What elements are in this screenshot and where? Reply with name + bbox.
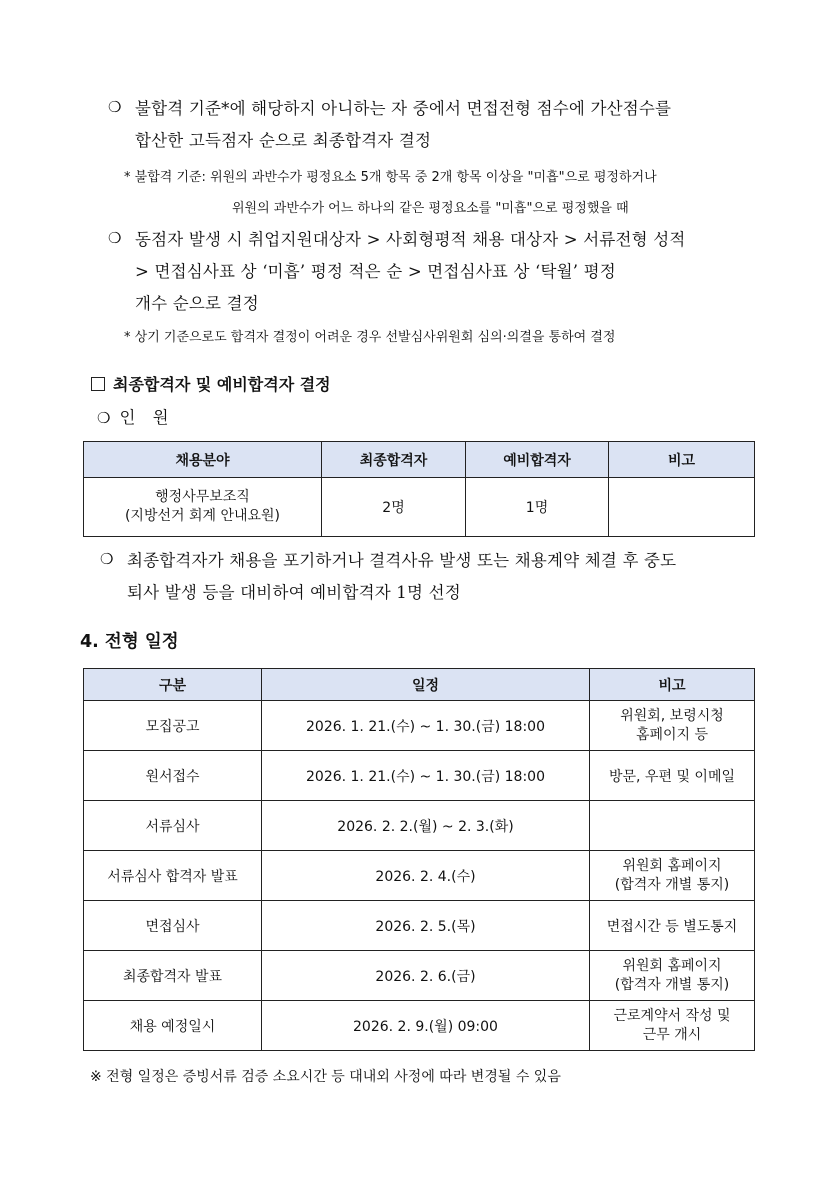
schedule-footnote: ※ 전형 일정은 증빙서류 검증 소요시간 등 대내외 사정에 따라 변경될 수 있음 bbox=[90, 1069, 561, 1085]
circle-bullet-icon: ❍ bbox=[100, 550, 114, 568]
table-row bbox=[84, 951, 755, 1001]
tiebreak-line-2: > 면접심사표 상 ‘미흡’ 평정 적은 순 > 면접심사표 상 ‘탁월’ 평정 bbox=[135, 262, 616, 281]
circle-bullet-icon: ❍ bbox=[97, 409, 111, 427]
schedule-title: 4. 전형 일정 bbox=[80, 632, 179, 652]
headcount-subtitle bbox=[97, 404, 175, 428]
field-cell bbox=[84, 478, 322, 537]
fail-criteria-note-line-2: 위원의 과반수가 어느 하나의 같은 평정요소를 "미흡"으로 평정했을 때 bbox=[232, 201, 629, 216]
date-cell: 2026. 2. 6.(금) bbox=[262, 951, 590, 1001]
stage-cell: 서류심사 bbox=[84, 801, 262, 851]
final-count-cell: 2명 bbox=[322, 478, 466, 537]
note-line-2: (합격자 개별 통지) bbox=[614, 876, 730, 893]
reserve-line-2: 퇴사 발생 등을 대비하여 예비합격자 1명 선정 bbox=[127, 583, 461, 602]
field-line-1: 행정사무보조직 bbox=[155, 489, 250, 505]
stage-cell: 모집공고 bbox=[84, 701, 262, 751]
date-cell: 2026. 2. 2.(월) ~ 2. 3.(화) bbox=[262, 801, 590, 851]
stage-cell: 채용 예정일시 bbox=[84, 1001, 262, 1051]
headcount-table bbox=[83, 441, 755, 537]
criteria-line-1: 불합격 기준*에 해당하지 아니하는 자 중에서 면접전형 점수에 가산점수를 bbox=[135, 99, 672, 118]
headcount-subtitle-text: 인 원 bbox=[119, 408, 175, 427]
note-cell: 방문, 우편 및 이메일 bbox=[590, 751, 755, 801]
stage-cell: 최종합격자 발표 bbox=[84, 951, 262, 1001]
note-line-1: 위원회 홈페이지 bbox=[622, 857, 722, 874]
table-row bbox=[84, 801, 755, 851]
stage-cell: 원서접수 bbox=[84, 751, 262, 801]
reserve-line-1: 최종합격자가 채용을 포기하거나 결격사유 발생 또는 채용계약 체결 후 중도 bbox=[127, 551, 677, 570]
note-line-1: 근로계약서 작성 및 bbox=[613, 1007, 731, 1024]
section-title-final bbox=[91, 372, 331, 395]
note-line-2: 근무 개시 bbox=[642, 1026, 702, 1043]
date-cell: 2026. 1. 21.(수) ~ 1. 30.(금) 18:00 bbox=[262, 701, 590, 751]
date-cell: 2026. 2. 4.(수) bbox=[262, 851, 590, 901]
tiebreak-note: * 상기 기준으로도 합격자 결정이 어려운 경우 선발심사위원회 심의·의결을 통하여 결정 bbox=[124, 330, 616, 345]
fail-criteria-note-line-1: * 불합격 기준: 위원의 과반수가 평정요소 5개 항목 중 2개 항목 이상을 "미흡"으로 평정하거나 bbox=[124, 170, 657, 185]
header-remark: 비고 bbox=[609, 442, 755, 478]
table-row bbox=[84, 851, 755, 901]
section-title-final-text: 최종합격자 및 예비합격자 결정 bbox=[113, 375, 331, 394]
note-line-2: 홈페이지 등 bbox=[635, 726, 709, 743]
criteria-line-2: 합산한 고득점자 순으로 최종합격자 결정 bbox=[135, 131, 432, 150]
table-row bbox=[84, 1001, 755, 1051]
field-line-2: (지방선거 회계 안내요원) bbox=[124, 508, 281, 524]
note-line-2: (합격자 개별 통지) bbox=[614, 976, 730, 993]
header-stage: 구분 bbox=[84, 669, 262, 701]
date-cell: 2026. 2. 5.(목) bbox=[262, 901, 590, 951]
header-reserve: 예비합격자 bbox=[466, 442, 609, 478]
square-bullet-icon bbox=[91, 377, 105, 391]
note-cell bbox=[590, 801, 755, 851]
note-cell bbox=[590, 1001, 755, 1051]
schedule-table bbox=[83, 668, 755, 1051]
stage-cell: 서류심사 합격자 발표 bbox=[84, 851, 262, 901]
note-line-1: 위원회 홈페이지 bbox=[622, 957, 722, 974]
tiebreak-line-3: 개수 순으로 결정 bbox=[135, 294, 259, 313]
circle-bullet-icon: ❍ bbox=[108, 98, 122, 116]
reserve-count-cell: 1명 bbox=[466, 478, 609, 537]
note-cell bbox=[590, 851, 755, 901]
stage-cell: 면접심사 bbox=[84, 901, 262, 951]
table-row bbox=[84, 901, 755, 951]
note-line-1: 위원회, 보령시청 bbox=[620, 707, 724, 724]
note-cell bbox=[590, 701, 755, 751]
note-cell bbox=[590, 951, 755, 1001]
header-date: 일정 bbox=[262, 669, 590, 701]
header-field: 채용분야 bbox=[84, 442, 322, 478]
circle-bullet-icon: ❍ bbox=[108, 229, 122, 247]
note-cell: 면접시간 등 별도통지 bbox=[590, 901, 755, 951]
table-row bbox=[84, 751, 755, 801]
tiebreak-line-1: 동점자 발생 시 취업지원대상자 > 사회형평적 채용 대상자 > 서류전형 성적 bbox=[135, 230, 686, 249]
date-cell: 2026. 1. 21.(수) ~ 1. 30.(금) 18:00 bbox=[262, 751, 590, 801]
header-note: 비고 bbox=[590, 669, 755, 701]
tiebreak-paragraph bbox=[108, 226, 768, 326]
date-cell: 2026. 2. 9.(월) 09:00 bbox=[262, 1001, 590, 1051]
table-row bbox=[84, 701, 755, 751]
reserve-paragraph bbox=[100, 547, 770, 617]
remark-cell bbox=[609, 478, 755, 537]
header-final: 최종합격자 bbox=[322, 442, 466, 478]
